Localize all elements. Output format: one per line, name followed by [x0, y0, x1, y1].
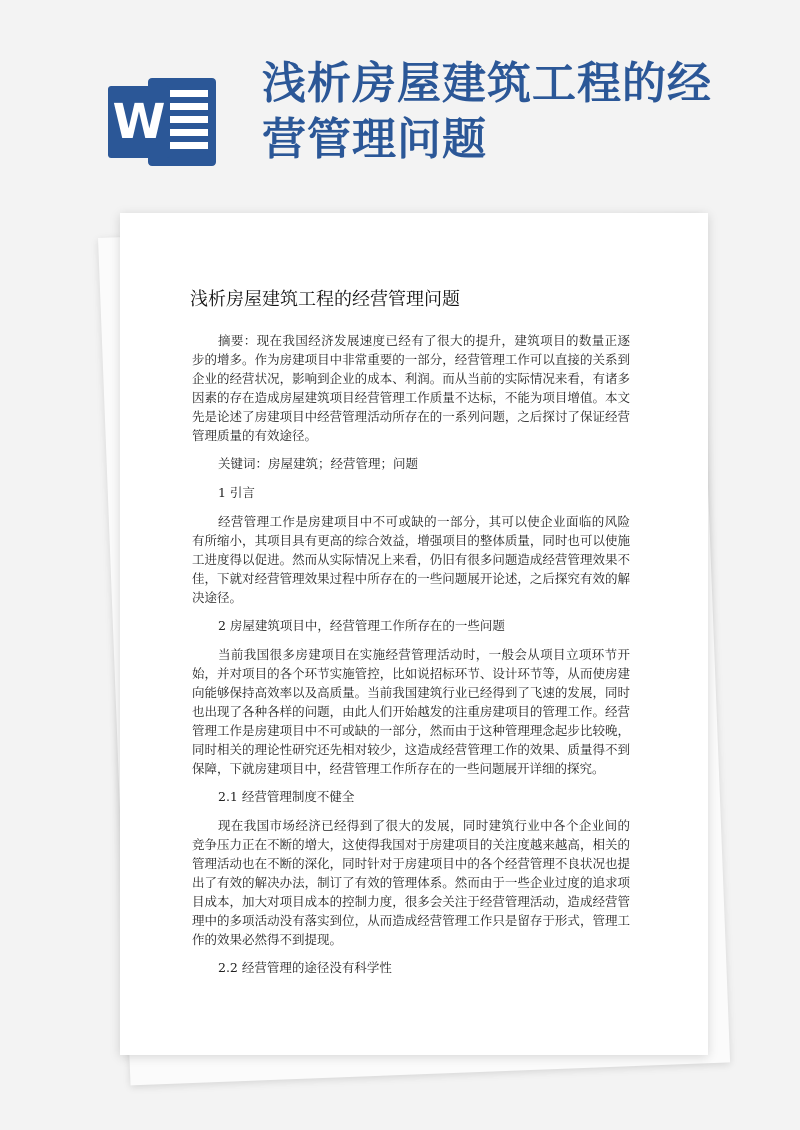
word-logo-letter: W [112, 94, 166, 150]
keywords-line: 关键词：房屋建筑；经营管理；问题 [218, 456, 419, 471]
subsection-heading: 2.2 经营管理的途径没有科学性 [218, 960, 392, 975]
abstract-paragraph: 摘要：现在我国经济发展速度已经有了很大的提升，建筑项目的数量正逐步的增多。作为房建项目中非常重要的一部分，经营管理工作可以直接的关系到企业的经营状况，影响到企业的成本、利润。而从当前的实际情况来看，有诸多因素的存在造成房屋建筑项目经营管理工作质量不达标，不能为项目增值。本文先是论述了房建项目中经营管理活动所存在的一系列问题，之后探讨了保证经营管理质量的有效途径。 [192, 333, 630, 443]
section-heading: 2 房屋建筑项目中，经营管理工作所存在的一些问题 [218, 618, 505, 633]
document-page [120, 213, 708, 1055]
banner-title [262, 56, 762, 168]
body-paragraph: 经营管理工作是房建项目中不可或缺的一部分，其可以使企业面临的风险有所缩小，其项目具有更高的综合效益，增强项目的整体质量，同时也可以使施工进度得以促进。然而从实际情况上来看，仍旧有很多问题造成经营管理效果不佳，下就对经营管理效果过程中所存在的一些问题展开论述，之后探究有效的解决途径。 [192, 514, 630, 605]
body-paragraph: 当前我国很多房建项目在实施经营管理活动时，一般会从项目立项环节开始，并对项目的各个环节实施管控，比如说招标环节、设计环节等，从而使房建向能够保持高效率以及高质量。当前我国建筑行业已经得到了飞速的发展，同时也出现了各种各样的问题，由此人们开始越发的注重房建项目的管理工作。经营管理工作是房建项目中不可或缺的一部分，然而由于这种管理理念起步比较晚，同时相关的理论性研究还先相对较少，这造成经营管理工作的效果、质量得不到保障，下就房建项目中，经营管理工作所存在的一些问题展开详细的探究。 [192, 647, 630, 776]
section-heading: 1 引言 [218, 485, 255, 500]
body-paragraph: 现在我国市场经济已经得到了很大的发展，同时建筑行业中各个企业间的竞争压力正在不断的增大，这使得我国对于房建项目的关注度越来越高，相关的管理活动也在不断的深化，同时针对于房建项目中的各个经营管理不良状况也提出了有效的解决办法，制订了有效的管理体系。然而由于一些企业过度的追求项目成本，加大对项目成本的控制力度，很多会关注于经营管理活动，造成经营管理中的多项活动没有落实到位，从而造成经营管理工作只是留存于形式，管理工作的效果必然得不到提现。 [192, 818, 630, 947]
word-doc-icon [108, 72, 220, 172]
banner-title-line1: 浅析房屋建筑工程的经 [262, 58, 712, 109]
document-title: 浅析房屋建筑工程的经营管理问题 [190, 289, 460, 310]
subsection-heading: 2.1 经营管理制度不健全 [218, 789, 355, 804]
document-body [192, 331, 630, 987]
banner-title-line2: 营管理问题 [262, 114, 487, 165]
